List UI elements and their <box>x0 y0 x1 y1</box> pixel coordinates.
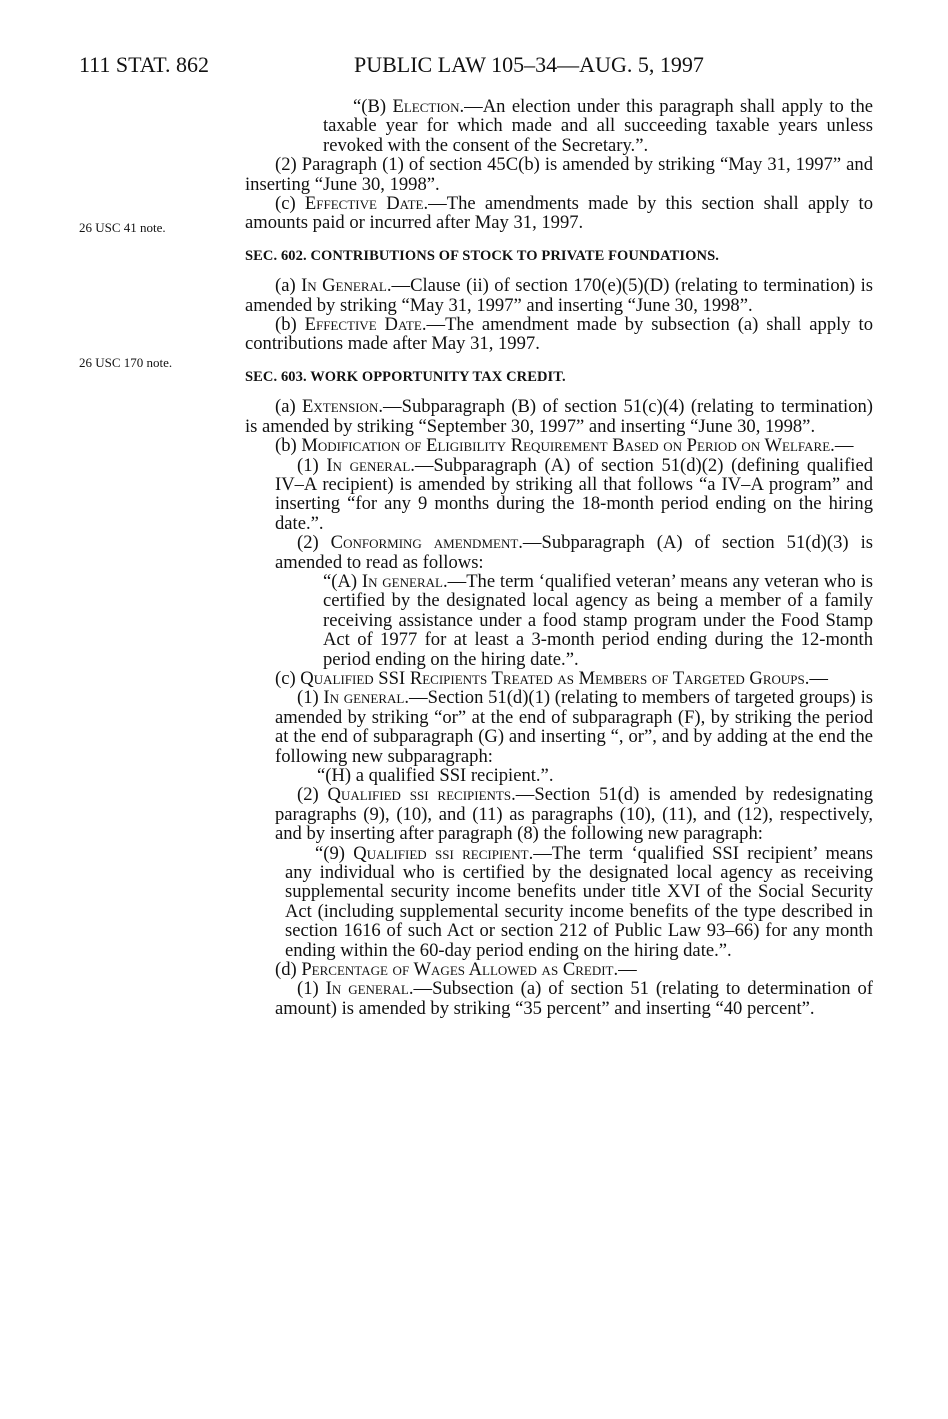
enum-label: “(B) <box>353 96 393 117</box>
paragraph-heading: In general <box>326 454 411 476</box>
paragraph-heading: In general <box>323 687 405 709</box>
body-text <box>245 97 873 1018</box>
paragraph-text: .—Subparagraph (A) of section 51(d)(3) is amended to read as follows: <box>275 532 873 573</box>
paragraph-heading: Qualified ssi recipient <box>353 842 529 864</box>
paragraph-heading: Election <box>392 96 460 117</box>
enum-label: “(A) <box>323 570 362 592</box>
paragraph-1-in-general-d <box>245 979 873 1018</box>
paragraph-heading: Effective Date <box>304 314 422 336</box>
paragraph-a-in-general-602 <box>245 276 873 315</box>
section-602-heading: SEC. 602. CONTRIBUTIONS OF STOCK TO PRIVATE FOUNDATIONS. <box>245 247 719 264</box>
enum-label: (2) <box>297 784 328 806</box>
paragraph-b-modification <box>245 436 873 455</box>
quoted-paragraph-9 <box>245 844 873 960</box>
paragraph-2-qualified-ssi-recipients <box>245 785 873 843</box>
stat-page-number: 111 STAT. 862 <box>79 52 210 77</box>
margin-note-26-usc-41: 26 USC 41 note. <box>79 220 166 235</box>
paragraph-text: .—The term ‘qualified veteran’ means any veteran who is certified by the designated local agency as being a member of a family receiving assistance under a food stamp program under the Food Stamp Act of 1977 for at least a 3-month period ending during the 12-month period ending on the hiring date.”. <box>323 570 873 670</box>
enum-label: (1) <box>297 687 324 709</box>
enum-label: (c) <box>275 667 301 689</box>
paragraph-a-extension <box>245 397 873 436</box>
quoted-subparagraph-h <box>245 766 873 785</box>
paragraph-heading: In general <box>361 570 443 592</box>
paragraph-heading: Effective Date <box>304 193 424 215</box>
paragraph-1-in-general-b <box>245 456 873 534</box>
paragraph-text: .— <box>830 435 854 457</box>
paragraph-text: .—The term ‘qualified SSI recipient’ means any individual who is certified by the designated local agency as receiving supplemental security income benefits under title XVI of the Social Security Act (including supplemental security income benefits of the type described in section 1616 of such Act or section 212 of Public Law 93–66) for any month ending within the 60-day period ending on the hiring date.”. <box>285 842 873 961</box>
enum-label: “(9) <box>315 842 354 864</box>
paragraph-heading: Modification of Eligibility Requirement Based on Period on Welfare <box>301 435 831 457</box>
enum-label: (a) <box>275 396 303 418</box>
paragraph-text: .—The amendment made by subsection (a) shall apply to contributions made after May 31, 1997. <box>245 314 873 355</box>
paragraph-text: .—Subsection (a) of section 51 (relating to determination of amount) is amended by striking “35 percent” and inserting “40 percent”. <box>275 978 873 1019</box>
paragraph-heading: Qualified ssi recipients <box>327 784 512 806</box>
margin-note-26-usc-170: 26 USC 170 note. <box>79 355 173 370</box>
paragraph-text: .—Subparagraph (B) of section 51(c)(4) (relating to termination) is amended by striking “September 30, 1997” and inserting “June 30, 1998”. <box>245 396 873 437</box>
paragraph-text: .—Subparagraph (A) of section 51(d)(2) (defining qualified IV–A recipient) is amended by striking all that follows “a IV–A program” and inserting “for any 9 months during the 18-month period ending on the hiring date.”. <box>275 454 873 534</box>
paragraph-2-amendment-45c <box>245 155 873 194</box>
paragraph-text: (2) Paragraph (1) of section 45C(b) is amended by striking “May 31, 1997” and inserting “June 30, 1998”. <box>245 154 873 195</box>
enum-label: (d) <box>275 959 302 981</box>
enum-label: (b) <box>275 435 302 457</box>
paragraph-d-percentage-of-wages <box>245 960 873 979</box>
enum-label: (1) <box>297 978 326 1000</box>
paragraph-b-effective-date-602 <box>245 315 873 354</box>
page-header <box>0 52 948 82</box>
enum-label: (1) <box>297 454 327 476</box>
enum-label: (2) <box>297 532 331 554</box>
paragraph-2-conforming-amendment <box>245 533 873 572</box>
paragraph-heading: Qualified SSI Recipients Treated as Members of Targeted Groups <box>300 667 805 689</box>
paragraph-heading: Extension <box>302 396 379 418</box>
paragraph-heading: In General <box>301 275 387 297</box>
paragraph-c-qualified-ssi <box>245 669 873 688</box>
running-head: PUBLIC LAW 105–34—AUG. 5, 1997 <box>354 52 704 77</box>
paragraph-heading: Percentage of Wages Allowed as Credit <box>301 959 614 981</box>
paragraph-text: .—Section 51(d) is amended by redesignating paragraphs (9), (10), and (11) as paragraphs (10), (11), and (12), respectively, and by inserting after paragraph (8) the following new paragraph: <box>275 784 873 845</box>
paragraph-text: .—The amendments made by this section shall apply to amounts paid or incurred after May 31, 1997. <box>245 193 873 234</box>
paragraph-heading: In general <box>325 978 409 1000</box>
paragraph-1-in-general-c <box>245 688 873 766</box>
paragraph-text: “(H) a qualified SSI recipient.”. <box>317 765 554 786</box>
quoted-paragraph-a-in-general <box>245 572 873 669</box>
section-603-heading: SEC. 603. WORK OPPORTUNITY TAX CREDIT. <box>245 368 566 385</box>
enum-label: (b) <box>275 314 305 336</box>
enum-label: (a) <box>275 275 302 297</box>
enum-label: (c) <box>275 193 305 215</box>
paragraph-heading: Conforming amendment <box>330 532 519 554</box>
paragraph-text: .— <box>804 667 829 689</box>
paragraph-text: .— <box>613 959 637 981</box>
paragraph-text: .—Clause (ii) of section 170(e)(5)(D) (relating to termination) is amended by striking “May 31, 1997” and inserting “June 30, 1998”. <box>245 275 873 316</box>
paragraph-text: .—Section 51(d)(1) (relating to members of targeted groups) is amended by striking “or” at the end of subparagraph (F), by striking the period at the end of subparagraph (G) and inserting “, or”, and by adding at the end the following new subparagraph: <box>275 687 873 767</box>
paragraph-text: .—An election under this paragraph shall apply to the taxable year for which made and all succeeding taxable years unless revoked with the consent of the Secretary.”. <box>323 96 874 156</box>
paragraph-c-effective-date <box>245 194 873 233</box>
paragraph-b-election <box>245 97 873 155</box>
